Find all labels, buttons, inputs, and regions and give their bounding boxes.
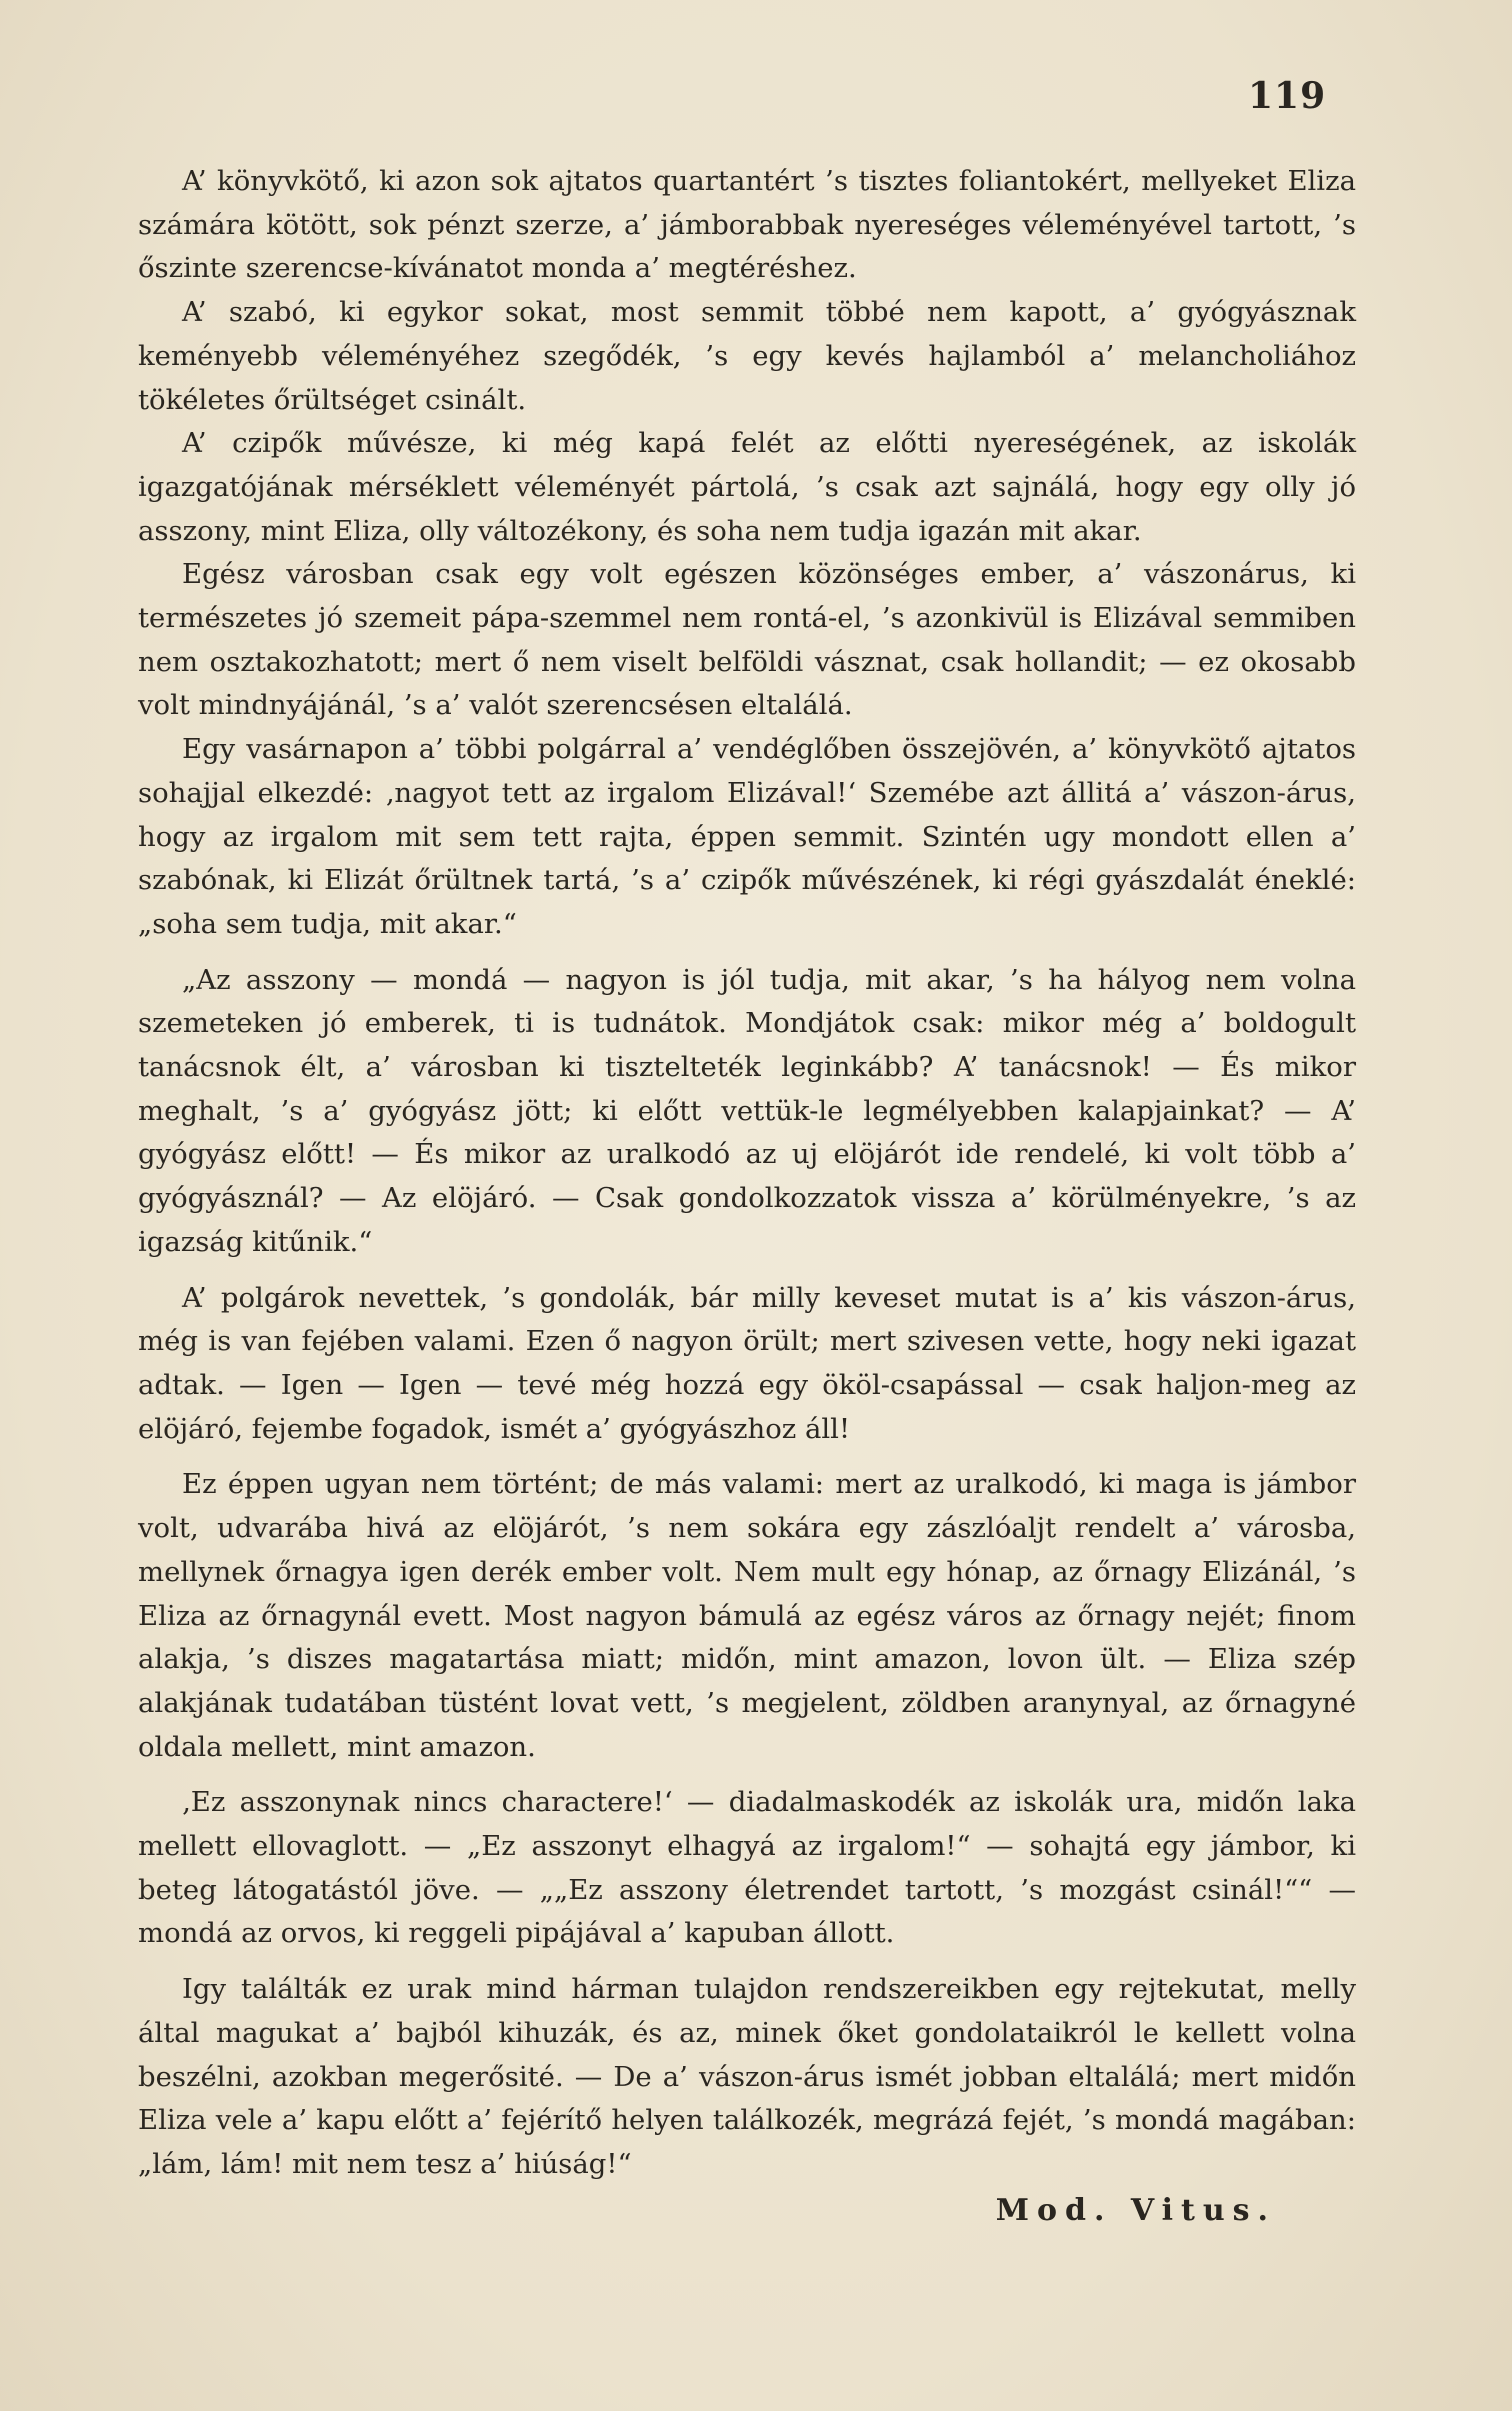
paragraph: „Az asszony — mondá — nagyon is jól tudja, mit akar, ’s ha hályog nem volna szemeteken jó emberek, ti is tudnátok. Mondjátok csak: mikor még a’ boldogult tanácsnok élt, a’ városban ki tisztelteték leginkább? A’ tanácsnok! — És mikor meghalt, ’s a’ gyógyász jött; ki előtt vettük-le legmélyebben kalapjainkat? — A’ gyógyász előtt! — És mikor az uralkodó az uj elöjárót ide rendelé, ki volt több a’ gyógyásznál? — Az elöjáró. — Csak gondolkozzatok vissza a’ körülményekre, ’s az igazság kitűnik.“: [138, 963, 1356, 1258]
paragraph: Egy vasárnapon a’ többi polgárral a’ vendéglőben összejövén, a’ könyvkötő ajtatos sohajjal elkezdé: ‚nagyot tett az irgalom Elizával!‘ Szemébe azt állitá a’ vászon-árus, hogy az irgalom mit sem tett rajta, éppen semmit. Szintén ugy mondott ellen a’ szabónak, ki Elizát őrültnek tartá, ’s a’ czipők művészének, ki régi gyászdalát éneklé: „soha sem tudja, mit akar.“: [138, 733, 1356, 940]
paragraph: ‚Ez asszonynak nincs charactere!‘ — diadalmaskodék az iskolák ura, midőn laka mellett ellovaglott. — „Ez asszonyt elhagyá az irgalom!“ — sohajtá egy jámbor, ki beteg látogatástól jöve. — „„Ez asszony életrendet tartott, ’s mozgást csinál!““ — mondá az orvos, ki reggeli pipájával a’ kapuban állott.: [138, 1786, 1356, 1950]
paragraph: A’ czipők művésze, ki még kapá felét az előtti nyereségének, az iskolák igazgatójának mérséklett véleményét pártolá, ’s csak azt sajnálá, hogy egy olly jó asszony, mint Eliza, olly változékony, és soha nem tudja igazán mit akar.: [138, 427, 1356, 547]
paragraph: Igy találták ez urak mind hárman tulajdon rendszereikben egy rejtekutat, melly által magukat a’ bajból kihuzák, és az, minek őket gondolataikról le kellett volna beszélni, azokban megerősité. — De a’ vászon-árus ismét jobban eltalálá; mert midőn Eliza vele a’ kapu előtt a’ fejérítő helyen találkozék, megrázá fejét, ’s mondá magában: „lám, lám! mit nem tesz a’ hiúság!“: [138, 1973, 1356, 2180]
paragraph: A’ könyvkötő, ki azon sok ajtatos quartantért ’s tisztes foliantokért, mellyeket Eliza számára kötött, sok pénzt szerze, a’ jámborabbak nyereséges véleményével tartott, ’s őszinte szerencse-kívánatot monda a’ megtéréshez.: [138, 165, 1356, 285]
paragraph: Ez éppen ugyan nem történt; de más valami: mert az uralkodó, ki maga is jámbor volt, udvarába hivá az elöjárót, ’s nem sokára egy zászlóaljt rendelt a’ városba, mellynek őrnagya igen derék ember volt. Nem mult egy hónap, az őrnagy Elizánál, ’s Eliza az őrnagynál evett. Most nagyon bámulá az egész város az őrnagy nejét; finom alakja, ’s diszes magatartása miatt; midőn, mint amazon, lovon ült. — Eliza szép alakjának tudatában tüstént lovat vett, ’s megjelent, zöldben aranynyal, az őrnagyné oldala mellett, mint amazon.: [138, 1468, 1356, 1763]
paragraph: A’ szabó, ki egykor sokat, most semmit többé nem kapott, a’ gyógyásznak keményebb véleményéhez szegődék, ’s egy kevés hajlamból a’ melancholiához tökéletes őrültséget csinált.: [138, 296, 1356, 416]
page-number: 119: [1248, 75, 1327, 117]
paragraph: A’ polgárok nevettek, ’s gondolák, bár milly keveset mutat is a’ kis vászon-árus, még is van fejében valami. Ezen ő nagyon örült; mert szivesen vette, hogy neki igazat adtak. — Igen — Igen — tevé még hozzá egy ököl-csapással — csak haljon-meg az elöjáró, fejembe fogadok, ismét a’ gyógyászhoz áll!: [138, 1281, 1356, 1445]
body-text: [138, 160, 1356, 2233]
paragraph: Egész városban csak egy volt egészen közönséges ember, a’ vászonárus, ki természetes jó szemeit pápa-szemmel nem rontá-el, ’s azonkivül is Elizával semmiben nem osztakozhatott; mert ő nem viselt belföldi vásznat, csak hollandit; — ez okosabb volt mindnyájánál, ’s a’ valót szerencsésen eltalálá.: [138, 558, 1356, 722]
author-signature: Mod. Vitus.: [995, 2192, 1276, 2228]
